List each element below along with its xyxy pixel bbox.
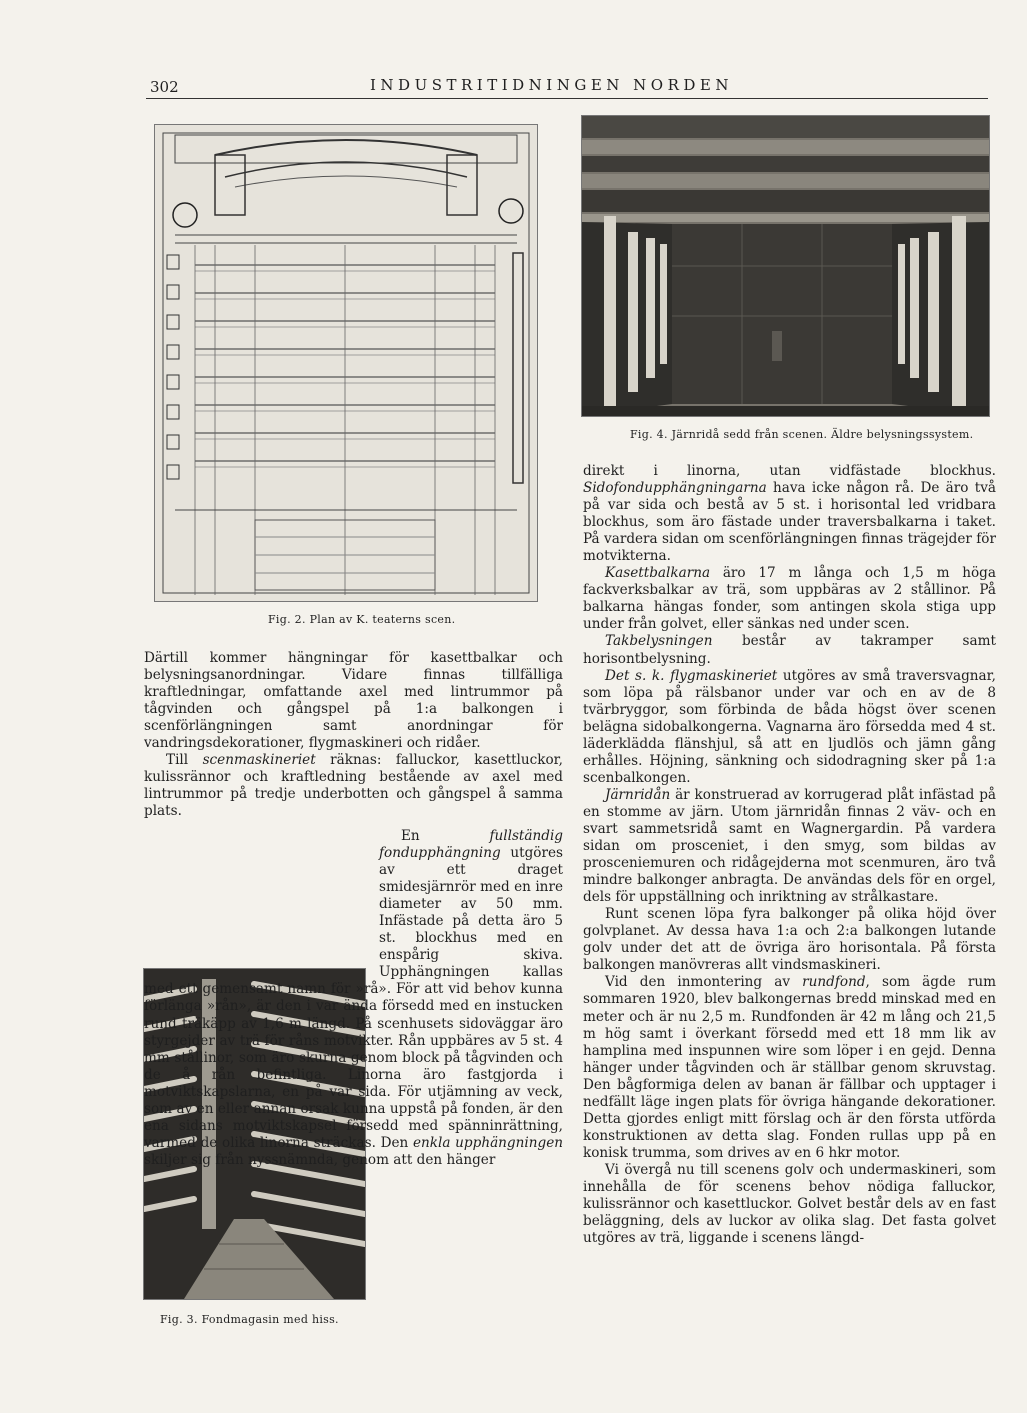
- left-paragraph-2: Till scenmaskineriet räknas: falluckor, kasettluckor, kulissrännor och kraftledning bestående av axel med lintrummor på tredje underbotten och gångspel å samma plats.: [144, 752, 564, 820]
- left-column-upper: [144, 650, 563, 820]
- page-number: 302: [150, 78, 179, 96]
- figure-wrap-spacer: [144, 828, 379, 970]
- figure-3-caption: Fig. 3. Fondmagasin med hiss.: [160, 1313, 339, 1326]
- stage-plan-drawing: [155, 125, 537, 601]
- running-title: INDUSTRITIDNINGEN NORDEN: [370, 76, 733, 94]
- right-paragraph-5: Järnridån är konstruerad av korrugerad plåt infästad på en stomme av järn. Utom järnridån finnas 2 väv- och en svart sammetsridå samt en Wagnergardin. På vardera sidan om prosceniet, i den smyg, som bildas av prosceniemuren och ridågejderna mot scenmuren, äro två mindre balkonger anbragta. De användas dels för en orgel, dels för uppställning och inriktning av strålkastare.: [583, 786, 996, 906]
- figure-4-iron-curtain-photo: [581, 115, 990, 417]
- right-paragraph-6: Runt scenen löpa fyra balkonger på olika höjd över golvplanet. Av dessa hava 1:a och 2:a balkongen lutande golv under det att de övriga äro horisontala. På första balkongen manövreras allt vindsmaskineri.: [583, 906, 996, 974]
- figure-2-caption: Fig. 2. Plan av K. teaterns scen.: [268, 613, 456, 626]
- right-column: [583, 463, 996, 1247]
- left-paragraph-1: Därtill kommer hängningar för kasettbalkar och belysningsanordningar. Vidare finnas tillfälliga kraftledningar, omfattande axel med lintrummor på tågvinden och gångspel på 1:a balkongen i scenförlängningen samt anordningar för vandringsdekorationer, flygmaskineri och ridåer.: [144, 650, 563, 752]
- right-paragraph-2: Kasettbalkarna äro 17 m långa och 1,5 m höga fackverksbalkar av trä, som uppbäras av 2 stållinor. På balkarna hängas fonder, som antingen skola stiga upp under från golvet, eller sänkas ned under scen.: [583, 565, 996, 633]
- left-column-wrap: [144, 828, 563, 1328]
- right-paragraph-7: Vid den inmontering av rundfond, som ägde rum sommaren 1920, blev balkongernas bredd minskad med en meter och är nu 2,5 m. Rundfonden är 42 m lång och 21,5 m hög samt i överkant försedd med ett 18 mm lik av hamplina med inspunnen wire som löper i en gejd. Denna hänger under tågvinden och är ställbar genom skruvstag. Den bågformiga delen av banan är fällbar och upptager i nedfällt läge ingen plats för övriga hängande dekorationer. Detta gjordes enligt mitt förslag och är den första utförda konstruktionen av detta slag. Fonden rullas upp på en konisk trumma, som drives av en 6 hkr motor.: [583, 974, 996, 1161]
- left-paragraph-3: En fullständig fondupphängning utgöres av ett draget smidesjärnrör med en inre diameter av 50 mm. Infästade på detta äro 5 st. blockhus med en enspårig skiva. Upphängningen kallas med ett gemensamt namn för »rå». För att vid behov kunna förlänga »rån», är den i var ända försedd med en instucken rund träkäpp av 1,6 m längd. På scenhusets sidoväggar äro styrgejder av trä för råns motvikter. Rån uppbäres av 5 st. 4 mm stållinor, som äro skurna genom block på tågvinden och de å rån befintliga. Linorna äro fastgjorda i motviktskapslarna, en på var sida. För utjämning av veck, som av en eller annan orsak kunna uppstå på fonden, är den ena sidans motviktskapsel försedd med spänninrättning, varmed de olika linorna sträckas. Den enkla upphängningen skiljer sig från nyssnämnda, genom att den hänger: [144, 828, 563, 1168]
- iron-curtain-photo: [582, 116, 989, 416]
- right-paragraph-3: Takbelysningen består av takramper samt horisontbelysning.: [583, 633, 996, 667]
- header-rule: [146, 98, 988, 99]
- right-paragraph-1: direkt i linorna, utan vidfästade blockhus. Sidofondupphängningarna hava icke någon rå. De äro två på var sida och bestå av 5 st. i horisontal led vridbara blockhus, som äro fästade under traversbalkarna i taket. På vardera sidan om scenförlängningen finnas trägejder för motvikterna.: [583, 463, 996, 565]
- right-paragraph-8: Vi övergå nu till scenens golv och undermaskineri, som innehålla de för scenens behov nödiga falluckor, kulissrännor och kasettluckor. Golvet består dels av en fast beläggning, dels av luckor av olika slag. Det fasta golvet utgöres av trä, liggande i scenens längd-: [583, 1161, 996, 1247]
- right-paragraph-4: Det s. k. flygmaskineriet utgöres av små traversvagnar, som löpa på rälsbanor under var och en av de 8 tvärbryggor, som förbinda de båda högst över scenen belägna sidobalkongerna. Vagnarna äro försedda med 4 st. läderklädda flänshjul, så att en ljudlös och jämn gång erhålles. Höjning, sänkning och sidodragning sker på 1:a scenbalkongen.: [583, 667, 996, 786]
- figure-2-stage-plan: [154, 124, 538, 602]
- figure-4-caption: Fig. 4. Järnridå sedd från scenen. Äldre belysningssystem.: [630, 428, 974, 441]
